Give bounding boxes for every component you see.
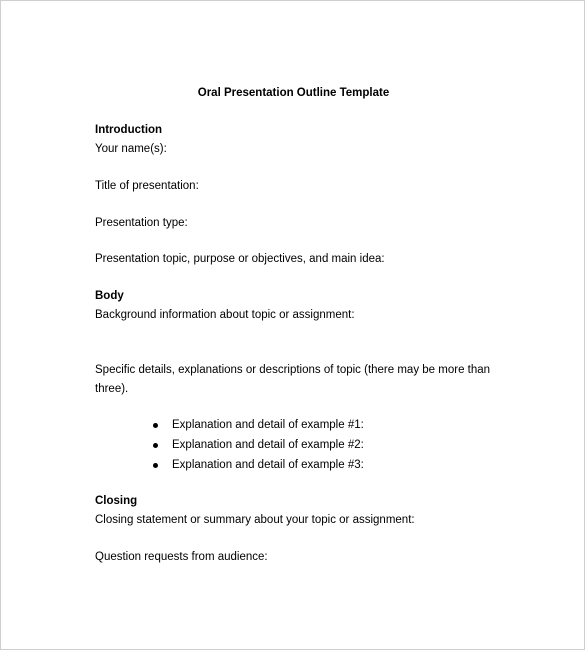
example-1-label: Explanation and detail of example #1:: [172, 419, 364, 431]
list-item: [151, 438, 364, 458]
examples-list: [151, 418, 364, 478]
closing-heading: Closing: [95, 495, 138, 507]
body-heading: Body: [95, 290, 124, 302]
specific-details-field: Specific details, explanations or descriptions of topic (there may be more than three).: [95, 364, 491, 395]
list-item: [151, 458, 364, 478]
list-item: [151, 418, 364, 438]
introduction-heading: Introduction: [95, 124, 163, 136]
bullet-icon: [153, 443, 158, 448]
document-title: Oral Presentation Outline Template: [197, 87, 390, 99]
example-2-label: Explanation and detail of example #2:: [172, 439, 364, 451]
topic-purpose-field: Presentation topic, purpose or objectives, and main idea:: [95, 253, 385, 265]
presentation-title-field: Title of presentation:: [95, 180, 199, 192]
background-info-field: Background information about topic or assignment:: [95, 309, 355, 321]
example-3-label: Explanation and detail of example #3:: [172, 459, 364, 471]
bullet-icon: [153, 423, 158, 428]
presentation-type-field: Presentation type:: [95, 217, 188, 229]
audience-questions-field: Question requests from audience:: [95, 551, 268, 563]
closing-statement-field: Closing statement or summary about your topic or assignment:: [95, 514, 415, 526]
bullet-icon: [153, 463, 158, 468]
your-names-field: Your name(s):: [95, 143, 167, 155]
